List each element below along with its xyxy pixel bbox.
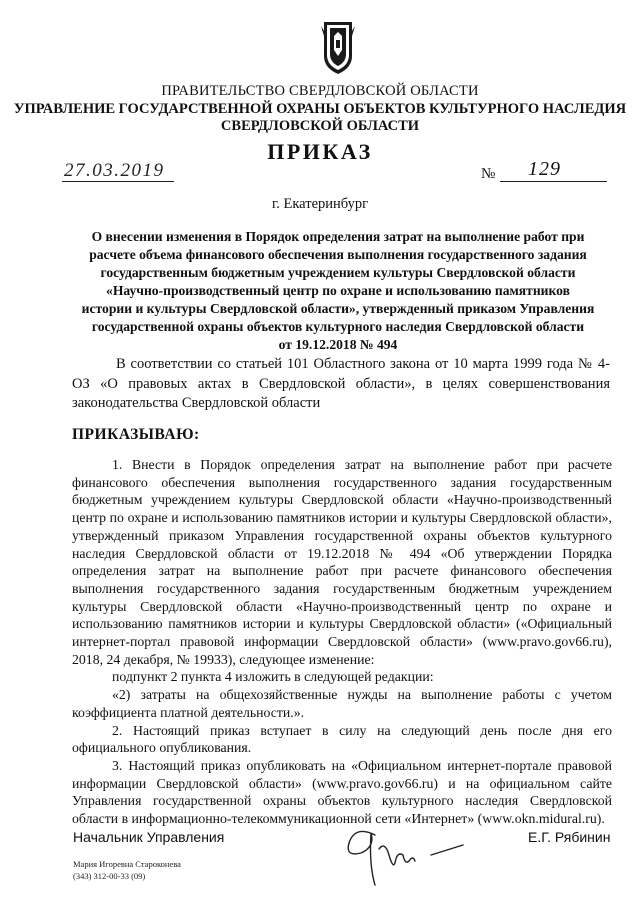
- subject-line: истории и культуры Свердловской области», утвержденный приказом Управления: [81, 301, 595, 316]
- signer-position: Начальник Управления: [73, 829, 225, 845]
- number-label: №: [481, 166, 496, 182]
- department-name: [0, 101, 640, 134]
- date-underline: [62, 181, 174, 182]
- city: г. Екатеринбург: [271, 196, 369, 212]
- subject-line: О внесении изменения в Порядок определения затрат на выполнение работ при: [91, 229, 585, 244]
- executor-phone: (343) 312-00-33 (09): [73, 871, 146, 881]
- order-date: 27.03.2019: [64, 160, 165, 181]
- executor-info: [73, 858, 181, 882]
- handwritten-signature-icon: [335, 815, 475, 890]
- subject-line: государственной охраны объектов культурного наследия Свердловской области: [91, 319, 585, 334]
- subject-line: от 19.12.2018 № 494: [278, 337, 398, 352]
- paragraph: 1. Внести в Порядок определения затрат на выполнение работ при расчете финансового обеспечения выполнения государственного задания государственным бюджетным учреждением культуры Свердловской области «Научно-производственный центр по охране и использованию памятников истории и культуры Свердловской области», утвержденный приказом Управления государственной охраны объектов культурного наследия Свердловской области от 19.12.2018 № 494 «Об утверждении Порядка определения затрат на выполнение работ при расчете финансового обеспечения выполнения государственного задания государственным бюджетным учреждением культуры Свердловской области «Научно-производственный центр по охране и использованию памятников истории и культуры Свердловской области» («Официальный интернет-портал правовой информации Свердловской области» (www.pravo.gov66.ru), 2018, 24 декабря, № 19933), следующее изменение:: [72, 457, 612, 667]
- number-underline: [500, 181, 607, 182]
- subject-line: «Научно-производственный центр по охране и использованию памятников: [106, 283, 570, 298]
- government-name: ПРАВИТЕЛЬСТВО СВЕРДЛОВСКОЙ ОБЛАСТИ: [161, 83, 479, 99]
- paragraph: «2) затраты на общехозяйственные нужды на выполнение работы с учетом коэффициента платной деятельности.».: [72, 687, 612, 720]
- department-name-line: УПРАВЛЕНИЕ ГОСУДАРСТВЕННОЙ ОХРАНЫ ОБЪЕКТОВ КУЛЬТУРНОГО НАСЛЕДИЯ: [13, 101, 627, 117]
- order-subject: [68, 228, 608, 354]
- preamble-text: В соответствии со статьей 101 Областного закона от 10 марта 1999 года № 4-ОЗ «О правовых актах в Свердловской области», в целях совершенствования законодательства Свердловской области: [72, 356, 610, 411]
- department-name-line: СВЕРДЛОВСКОЙ ОБЛАСТИ: [220, 117, 420, 134]
- document-type-title: ПРИКАЗ: [267, 139, 373, 164]
- subject-line: расчете объема финансового обеспечения выполнения государственного задания: [89, 247, 587, 262]
- order-heading: ПРИКАЗЫВАЮ:: [72, 426, 200, 443]
- subject-line: государственным бюджетным учреждением культуры Свердловской области: [100, 265, 576, 280]
- executor-name: Мария Игоревна Староконева: [73, 859, 181, 869]
- paragraph: 3. Настоящий приказ опубликовать на «Официальном интернет-портале правовой информации Свердловской области» (www.pravo.gov66.ru) и на официальном сайте Управления государственной охраны объектов культурного наследия Свердловской области в информационно-телекоммуникационной сети «Интернет» (www.okn.midural.ru).: [72, 757, 612, 827]
- order-number: 129: [528, 158, 561, 180]
- paragraph: 2. Настоящий приказ вступает в силу на следующий день после дня его официального опубликования.: [72, 722, 612, 756]
- order-body: [72, 456, 612, 828]
- signer-name: Е.Г. Рябинин: [528, 829, 611, 845]
- coat-of-arms-icon: [318, 20, 358, 76]
- paragraph: подпункт 2 пункта 4 изложить в следующей редакции:: [112, 669, 434, 685]
- preamble: [72, 355, 610, 414]
